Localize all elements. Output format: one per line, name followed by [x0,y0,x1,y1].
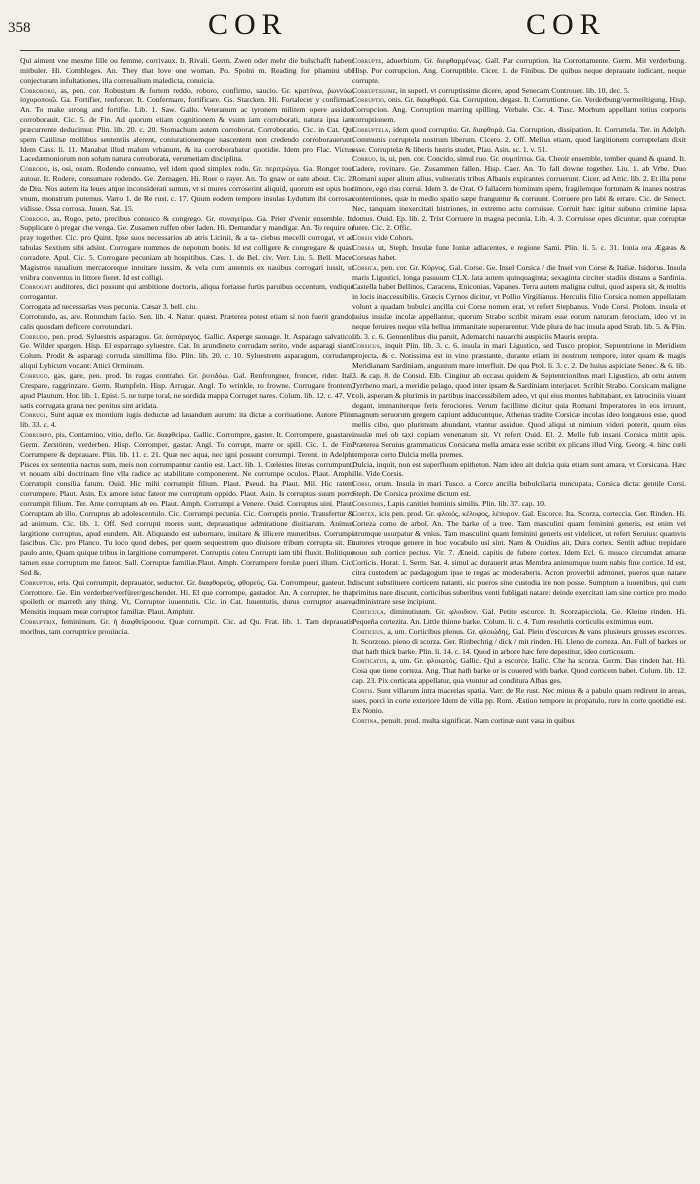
entry-text: icis pen. prod. Gr. φλοιός, κέλυφος, λέπυρον. Gal. Escorce. Ita. Scorza, corteccia. Ger. Rinden. Hi. Corteza como de arbol. An. The barke of a tree. Tam masculini quam feminini generis, est enim vel utrumque usurpatur & vnius. Tam masculini quam feminini generis est videlicet, ut refert Seruius: quamvis autores vtroque genere in hoc vocabulo usi sint. Nam & Ouidius ait, Dura cortex. Sentit adhuc trepidare nouo sub cortice pectus. Vir. 7. Æneid. capitis de fubere cortex. Idem Ecl. 6. musco circumdat amaræ Corticis. Horat. 1. Serm. Sat. 4. simul ac durauerit ætas Membra animumque tuum nabis fine cortice. Id est, citra custodem ac pædagogum ipse te regas ac moderaberis. Acron proverbii admonet, pueros quæ natare discunt substituere corticem natanti, sic pueros sine custodia ire non posse. Sumptum a iuuenibus, qui cum primitus nare discunt, corticibus suberibus venti fubligati natare: deinde exercitati iam sine cortice pro modo administrare sese incipiunt. [352,508,686,607]
dictionary-entry [352,233,686,243]
entry-headword: Corsi, [352,479,372,489]
running-head-left: COR [208,8,288,41]
dictionary-entry [20,332,354,371]
left-column [20,56,354,1178]
entry-headword: Corsicus, [352,341,382,351]
entry-text: in superl. vt corruptissime dicere, apud Senecam Controuer. lib. 10. dec. 5. [399,85,630,95]
entry-headword: Cortis. [352,686,375,695]
dictionary-entry [20,312,354,332]
header-rule [20,50,680,51]
entry-headword: Corruo, [352,154,378,164]
dictionary-entry [20,430,354,578]
entry-text: ut, Steph. Insulæ fune Ioniæ adiacentes, e regione Sami. Plin. li. 5. c. 31. Ionia ora Ægæas & Corseas habet. [352,243,686,262]
entry-headword: Corrogo, [20,213,50,223]
entry-text: pis, Contamino, vitio, deflo. Gr. διαφθείρω. Gallic. Corrompre, gaster. It. Corrompere, guastare. Germ. Zerstören, verderben. Hisp. Corromper, gastar. Angl. To corrupt, marre or spill. Cic. 1. de Fin. Corrumpere & deprauare. Plin. lib. 11. c. 21. Quæ nec aqua, nec igni possunt corrumpi. Terent. in Adelph. Pisces ex sententia nactus sum, meis non corrumpantur cautio est. Lact. lib. 1. Cœlestes literas corrumpunt, vt nouam sibi doctrinam fine vlla radice ac stabilitate componerent. Ne corrumpe oculos. Plaut. Amph. Corrumpit consilia fatum. Ouid. Hic mihi corrumpit filium. Plaut. Pseud. Ita Plaut. Mil. Hic ratem corrumpere. Plaut. Asin. Ex amore istuc fateor me corruptum oppido. Plaut. Asin. Is corruptus suum porro corrumpit filium. Ter. Ante corruptam ab eo. Plaut. Amph. Corrumpi a Venere. Ouid. Corruptus uini. Plaut. Corruptam ab illo. Corruptus ab adolescentulo. Cic. Corrumpi pecunia. Cic. Corruptis pretio. Transfertur & ad animum. Cic. lib. 1. Off. Sed corrupti mores sunt, deprauatique admiratione diuitiarum. Animus largitione corruptus, apud eundem. Alt. Aliquando est subornare, inuitare & illicere muneribus. Corrumpi fascibus. Cic. pro Planco. Tu loco quod debes, per quem sequestrem quo diuisore tribum corrupta sit. Et paulo ante, Quam quique tribus in largitione corrumperet. Corruptis coteu Corrupti iam tibi fluxit. Bolitique tamen esse corruptum me fateor. Sall. Corruptæ familiæ.Plaut. Amph. Corrumpere ferulæ pueri illum. Cic. Sed &. [20,430,354,577]
dictionary-entry [352,686,686,716]
entry-text: femininum. Gr. ἡ διαφθείρουσα. Quæ corrumpit. Cic. ad Qu. Frat. lib. 1. Tam deprauatis moribus, tam corruptrice prouincia. [20,617,354,636]
entry-text: vide Cohors. [374,233,414,243]
entry-text: penult. prod. multa significat. Nam cortinæ sunt vasa in quibus [381,715,575,725]
dictionary-entry [20,282,354,302]
entry-text: Qui aiment vne mesme fille ou femme, corrivaux. It. Rivali. Germ. Zwen oder mehr die bulschafft haben/ mitbuler. Hi. Combleges. An. They that love one woman. Po. Spolni m. Reading for pliamini ubi conjecturam infultationes, illa correualium maledicta, conuicia. [20,56,354,85]
entry-text: diminutiuum. Gr. φλοιδιον. Gal. Petite escorce. It. Scorzapicciola. Ge. Kleine rinden. Hi. Pequeña cortezita. An. Little thinne barke. Colum. li. c. 4. Tum resolutis corticulis eximimus eum. [352,607,686,627]
entry-headword: Corticula, [352,607,387,617]
dictionary-entry [352,499,686,509]
entry-text: as, Rogo, peto, precibus conuoco & congrego. Gr. συναγείρω. Ga. Prier d'venir ensemble. It. Supplicare ò pregar che venga. Ge. Zusamen ruffen ober laden. Hi. Demandar y mandigar. An. To require or pray together. Cic. pro Quint. Ipse suos necessarios ab atris Licinii, & a ta- ciebus mecelli corrogat, vt ad tabulas Sextium sibi adsint. Corrogare nummos de nepotum bonis. Id est colligere & congregare & quasi corradere. Apul. Cic. 5. Corrogare pecuniam ab hospitibus. Cæs. 1. de Bel. civ. Verr. Liu. 5. Bell. Mace. Magistros naualium mercatoreque intuitare iussim, & vela cum antennis ex nauibus corrogari iussit, ut vnibra conventus in littore fieret. Id est colligi. [20,213,354,282]
dictionary-entry [20,214,354,283]
dictionary-entry [352,627,686,657]
entry-text: onis. Gr. διαφθορά. Ga. Corruption, degast. It. Corruttione. Ge. Verderbung/vermeiltigung. Hisp. Corrupcion. Ang. Corruption marring spilling. Verbale. Cic. 4. Tusc. Morbum appellant totius corporis corruptionem. [352,95,686,125]
entry-text: Sunt aquæ ex montium iugis deductæ ad lauandum aurum: ita dictæ a corriuatione. Autore Plin. lib. 33. c. 4. [20,410,354,430]
entry-headword: Corrogati [20,282,53,292]
page-number: 358 [8,20,31,36]
entry-headword: Corrugi, [20,410,48,420]
dictionary-entry [352,263,686,342]
entry-text: gas, gare, pen. prod. In rugas contraho. Gr. ῥυτιδόω. Gal. Renfrongner, froncer, rider. Ital. Crespare, raggrinzare. Germ. Rumpfeln. Hisp. Arrugar. Angl. To wrinkle, to frowne. Corrugare frontem, apud Plautum. Hor. lib. 1. Epist. 5. ne turpe toral, ne sordida mappa Corruget nares. Colum. lib. 12. c. 47. Vt satis corrugata grana nec penitus sint aridata. [20,371,354,410]
entry-headword: Corruptor, [20,577,56,587]
entry-text: inquit Plin. lib. 3. c. 6. insula in mari Ligustico, sed Tusco propior, Septentrione in Meridiem projecta, & c. Notissima est in vino præstante, durante etiam in nostrum tempore, inter quam & magis Meridianam Sardiniam, angustum mare interfluit. De qua Ptol. li. 3. c. 2. De huius aspiciate Senec. & 6. lib. 3. & cap. 8. de Consul. Elb. Cingitur ab occasu quidem & Septentrionibus mari Ligustico, ab ortu autem Tyrrheno mari, a meridie pelago, quod inter ipsam & Sardiniam interjacet. Scribit Strabo. Corsicam maligne coli, asperam & plurimis in partibus inaccessibilem adeo, vt qui eius montes habitabant, ex latrociniis viuant degant, immaniterque feris ferociores. Verum facillime dicitur quia Romani Imperatores in eos irruunt, magnum seruorum gregem capiunt adducuntque, Athenas tradite Corsicæ incolas ideo longæuos esse, quod mellis cibo, quo plurimum abundant, vtantur assidue. Quod aliqui ut nimium videri poterit, quum eius insulæ mel ob taxi copiam venenatum sit. Vt refert Ouid. El. 2. Melle fub insani Corsica mittit apis. Præterea Seruius grammaticus Corsicana mella amara esse scribit ex plicans illud Virg. Georg. 4. hinc cœli temporæ certo Dulcia mella premes. [352,341,686,459]
entry-text: a, um. Gr. φλοιωτός. Gallic. Qui a escorce. Italic. Che ha scorza. Germ. Das rinden hat. Hi. Cosa que tiene corteza. Ang. That hath barke or is couered with barke. Quod corticem habet. Colum. lib. 12. cap. 23. Pix corticata appellatur, qua vtuntur ad conditura Albas ges. [352,656,686,686]
entry-headword: Corrumpo, [20,430,54,440]
page-header [0,0,700,54]
dictionary-entry [352,125,686,155]
entry-headword: Corruptrix, [20,617,58,627]
dictionary-entry [352,56,686,86]
entry-headword: Corruptela, [352,124,391,134]
entry-headword: Corsis [352,233,373,243]
dictionary-entry [20,578,354,617]
dictionary-entry [352,460,686,480]
entry-headword: Cortina, [352,715,380,725]
entry-text: auditores, dici possunt qui ambitione doctoris, aliqua fortasse furtis paruibus occentum, vndique corrogantur. [20,282,354,302]
dictionary-entry [20,410,354,430]
dictionary-entry [20,371,354,410]
dictionary-entry [352,509,686,607]
entry-text: is, ui, pen. cor. Concido, simul ruo. Gr. συμπίπτω. Ga. Cheoir ensemble, tomber quand & quand. It. Cadere, rovinare. Ge. Zusammen fallen. Hisp. Caer. An. To fall downe together. Liu. 1. ab Vrbe. Duo Romani super alium alius, vulneratis tribus Albanis expirantes corruerunt. Cicer. ad Attic. lib. 2. Et illa pene timore, ego risu corrui. Idem 3. de Orat. O fallacem hominum spem, fragilemque fortunam & inanes nostras contentiones, quæ in medio spatio sæpe franguntur & corruunt. Corruere pro labi & errare. Cic. de Senect. Nec, tanquam inexercitati histriones, in extremo actu corruisse. Corruit hæc igitur subuno crimine lapsa domus. Ouid. Ep. lib. 2. Trist Corruere in magna pecunia. Lib. 4. 3. Corruisse opes dicuntur, quæ corruptæ fuere. Cic. 2. Offic. [352,154,686,233]
entry-headword: Corrodo, [20,164,50,174]
entry-text: a, um. Corticibus plenus. Gr. φλοιώδης. Gal. Plein d'escorces & vans plusieurs grosses escorces. It. Scorzoso. pieno di scorza. Ger. Rinbechtig / dick / mit rinden. Hi. Lleno de corteza. An. Full of barkes or that hath thick barke. Plin. li. 14. c. 14. Quod in arbore hæc fere depestitur, ideo corticosum. [352,626,686,656]
dictionary-entry [352,341,686,459]
dictionary-entry [352,656,686,686]
dictionary-entry [352,243,686,263]
entry-headword: Corrudo, [20,331,50,341]
entry-headword: Corruptio, [352,95,387,105]
dictionary-entry [352,95,686,125]
running-head-right: COR [526,8,606,41]
entry-text: Corrogata ad necessarias vsus pecunia. Cæsar 3. bell. ciu. [20,302,198,312]
dictionary-entry [352,607,686,627]
entry-text: as, pen. cor. Robustum & fortem reddo, roboro, confirmo, saucio. Gr. κρατύνω, ῥωννύω, ἰσχυροποιῶ. Ga. Fortifier, renforcer. It. Confermare, fortificare. Gs. Starcken. Hi. Fortalecer y confirmar. An. To make strong and fortifie. Lib. 1. Saw. Gallo. Veteranum ac tyronem militem opere assiduo corroborauit. Cic. 5. de Fin. Ad quorum etiam cognitionem & vsum iam corroborati, natura ipsa iam præcurrente deducimur. Plin. lib. 20. c. 20. Stomachum autem corroborat. Corroboratio. Cic. in Cat. Qui spem Catilinæ mollibus sententiis alerent, coniurationemque nascentem non credendo corroborauerunt. Idem Cass. li. 11. Manabat illud malum vrbanum, & ita corroborabatur quotidie. Idem pro Flac. Victus Lacedæmoniorum non solum natura corroborata, verumetiam disciplina. [20,85,354,164]
dictionary-entry [352,86,686,96]
dictionary-entry [20,164,354,213]
entry-text: pen. cor. Gr. Κύρνος. Gal. Corse. Ge. Insel Corsica / die Insel von Corse & Italiæ. Isidorus. Insula maris Ligustici, longa passuum CLX. lata autem quinquaginta; sexaginta circiter stadiis distans a Sardinia. Castella habet Bellinos, Caracens, Eniconias, Vapanes. Terra autem maligna cultui, quod aspera sit, & multis in locis inaccessibilis. Græcis Cyrnos dicitur, vt Pollio Virgilianus. Herculis filio Corsica nomen appellatam volunt a quadam bubulci ancilla cui Corse nomen erat, vt refert Stephanus. Vnde Corsi. Ptolom. insula et huius insulæ incolæ appellantur, quorum Strabo scribit miram esse eorum naturam ferociam, ideo vt in neque feruires neque vila bellua immanitate superarentur. Vide plura de hac insula apud Strab. lib. 5. & Plin. lib. 3. c. 6. Genuenlibus diu paruit, Ademarchi nauarchi auspiciis Mauris erepta. [352,262,686,341]
entry-headword: Corsea [352,243,375,253]
dictionary-entry [20,86,354,165]
dictionary-entry [352,479,686,499]
entry-text: eris. Qui corrumpit, deprauator, seductor. Gr. διαφθορεύς, φθορεύς. Ga. Corrompeur, gasteur. It. Corrottore. Ge. Ein verderber/verfürer/geschendet. Hi. El que corrompe, gastador. An. A corrupter, he that spoileth or marreth any thing. Vt, Corruptor iuuentutis. Cic. in Cat. Iuuentutis, durus corruptor auare, Mensitis inquam meæ corruptor familiæ. Plaut. Amphitr. [20,577,354,617]
dictionary-entry [352,154,686,233]
entry-text: Sunt villarum intra macerias spatia. Varr. de Re rust. Nec minus & a pabulo quam redirent in areas, sues, porci in corte exteriore Idem de villa pp. Rom. Æstiuo tempore in propatulo, rure in corte quotidie est. Ex Nonio. [352,686,686,715]
entry-text: Dulcia, inquit, non est superfluum epitheton. Nam ideo ait dulcia quia etiam sunt amara, vt Corsicana. Hæc ille. Vide Corsis. [352,459,686,479]
entry-text: orum. Insula in mari Tusco. a Corce ancilla bubulcilaria nuncupata, Corsica dicta: gentile Corsi. Steph. De Corsica proxime dictum est. [352,479,686,499]
entry-headword: Corsica, [352,262,379,272]
entry-headword: Corsoides, [352,498,386,508]
dictionary-entry [20,617,354,637]
entry-text: aduerbium. Gr. διεφθαρμένως. Gall. Par corruption. Ita Corrottamente. Germ. Mit verderbung. Hisp. Por corrupcion. Ang. Corruptible. Cicer. 1. de Finibus. De quibus neque deprauate iudicant, neque corrupte. [352,56,686,85]
dictionary-entry [20,56,354,86]
entry-text: idem quod corruptio. Gr. διαφθορά. Ga. Corruption, dissipation. It. Corruttela. Ter. in Adelph. Communis corruptela nostrum liberum. Cicero. 2. Off. Melius etiam, quod largitionem corruptelam dixit esse. Corruptelæ & liberis lustris studet, Plau. Asin. sc. 1. v. 51. [352,124,686,154]
dictionary-entry [20,302,354,312]
dictionary-entry [352,716,686,726]
entry-text: pen. prod. Syluestris asparagus. Gr. ἀσπάραγος. Gallic. Asperge sauuage. It. Asparago salvatico. Ge. Wilder spargen. Hisp. El esparrago syluestre. Cat. In arundineto corrudam serito, vnde asparagi siant. Colum. Prodit & asparagi corruda simillima filo. Plin. lib. 20. c. 10. Syluestrem asparagum, corrudam, aliqui Lybicum vocant: Attici Orminum. [20,331,354,371]
entry-headword: Corrupte, [352,56,384,65]
entry-headword: Corticatus, [352,656,389,666]
entry-headword: Corroboro, [20,85,57,95]
entry-headword: Cortex, [352,508,377,518]
right-column [352,56,686,1178]
entry-headword: Corruptissime, [352,85,398,95]
entry-text: Lapis canitiei hominis similis. Plin. lib. 37. cap. 10. [387,498,546,508]
entry-headword: Corticeus, [352,626,386,636]
entry-text: Corrotundo, as, are. Rotundum facio. Sen. lib. 4. Natur. quæst. Præterea potest etiam si non fuerit grando, calis quosdam deficere corrotundari. [20,311,354,331]
entry-headword: Corrugo, [20,371,50,380]
entry-text: is, osi, osum. Rodendo consumo, vel idem quod simplex rodo. Gr. περιτρώγω. Ga. Ronger tout autour. It. Rodere, consumare rodendo. Ge. Zernagen. Hi. Roer o rayer. An. To gnaw or eate about. Cic. 2. de Diu. Nos autem ita leues atque inconsiderati sumus, vt si mures corroserint aliquid, quorum est opus hoc vnum, monstrum putemus. Varro 1. de Re rust. c. 17. Quum eodem tempore insulas Lydutum ibi corrosas vidisse. Ossa corrosa. Juuen. Sat. 15. [20,164,354,213]
